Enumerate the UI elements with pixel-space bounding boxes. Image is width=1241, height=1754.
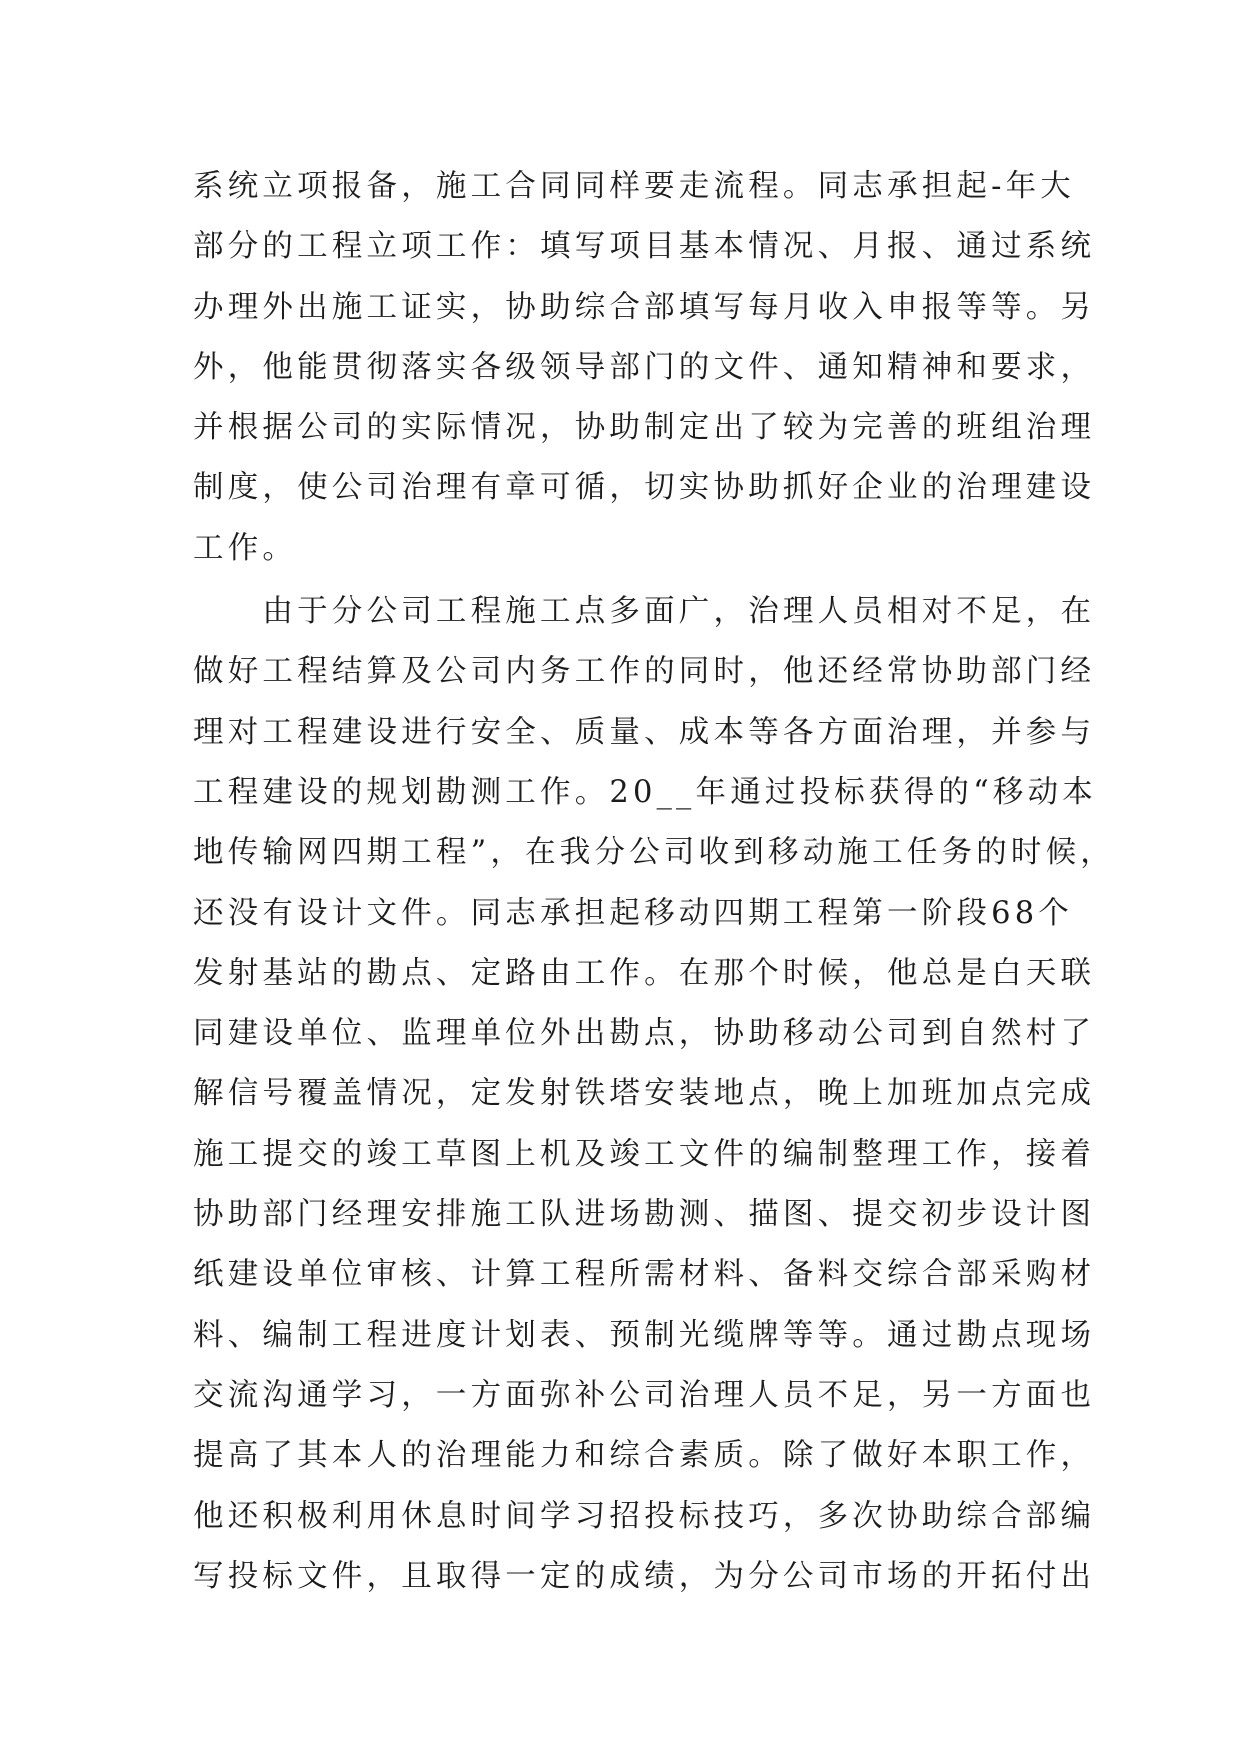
paragraph-1 <box>193 157 1096 579</box>
text-line: 工作。 <box>193 530 298 566</box>
text-line: 施工提交的竣工草图上机及竣工文件的编制整理工作，接着 <box>193 1136 1096 1172</box>
text-line: 办理外出施工证实，协助综合部填写每月收入申报等等。另 <box>193 289 1096 325</box>
text-line: 同建设单位、监理单位外出勘点，协助移动公司到自然村了 <box>193 1016 1096 1052</box>
text-line: 发射基站的勘点、定路由工作。在那个时候，他总是白天联 <box>193 955 1096 991</box>
text-line: 协助部门经理安排施工队进场勘测、描图、提交初步设计图 <box>193 1197 1096 1233</box>
text-line: 并根据公司的实际情况，协助制定出了较为完善的班组治理 <box>193 410 1096 446</box>
text-line: 写投标文件，且取得一定的成绩，为分公司市场的开拓付出 <box>193 1558 1096 1594</box>
text-line: 纸建设单位审核、计算工程所需材料、备料交综合部采购材 <box>193 1257 1096 1293</box>
text-line: 外，他能贯彻落实各级领导部门的文件、通知精神和要求， <box>193 349 1096 385</box>
text-line: 系统立项报备，施工合同同样要走流程。同志承担起-年大 <box>193 169 1076 204</box>
text-line: 工程建设的规划勘测工作。20__年通过投标获得的“移动本 <box>193 774 1098 810</box>
text-line <box>193 1607 1049 1667</box>
text-line: 解信号覆盖情况，定发射铁塔安装地点，晚上加班加点完成 <box>193 1076 1096 1112</box>
text-line: 由于分公司工程施工点多面广，治理人员相对不足，在 <box>193 594 1096 630</box>
text-line: 料、编制工程进度计划表、预制光缆牌等等。通过勘点现场 <box>193 1317 1096 1353</box>
text-line: 做好工程结算及公司内务工作的同时，他还经常协助部门经 <box>193 654 1096 690</box>
text-line: 理对工程建设进行安全、质量、成本等各方面治理，并参与 <box>193 714 1096 750</box>
paragraph-2 <box>193 582 1115 1667</box>
text-line: 他还积极利用休息时间学习招投标技巧，多次协助综合部编 <box>193 1498 1096 1534</box>
text-line: 提高了其本人的治理能力和综合素质。除了做好本职工作， <box>193 1438 1096 1474</box>
text-line: 地传输网四期工程”，在我分公司收到移动施工任务的时候， <box>193 835 1115 871</box>
text-line: 部分的工程立项工作：填写项目基本情况、月报、通过系统 <box>193 229 1096 265</box>
text-line: 制度，使公司治理有章可循，切实协助抓好企业的治理建设 <box>193 470 1096 506</box>
document-body <box>193 157 1115 1667</box>
text-line: 交流沟通学习，一方面弥补公司治理人员不足，另一方面也 <box>193 1377 1096 1413</box>
text-line: 还没有设计文件。同志承担起移动四期工程第一阶段68个 <box>193 895 1074 931</box>
